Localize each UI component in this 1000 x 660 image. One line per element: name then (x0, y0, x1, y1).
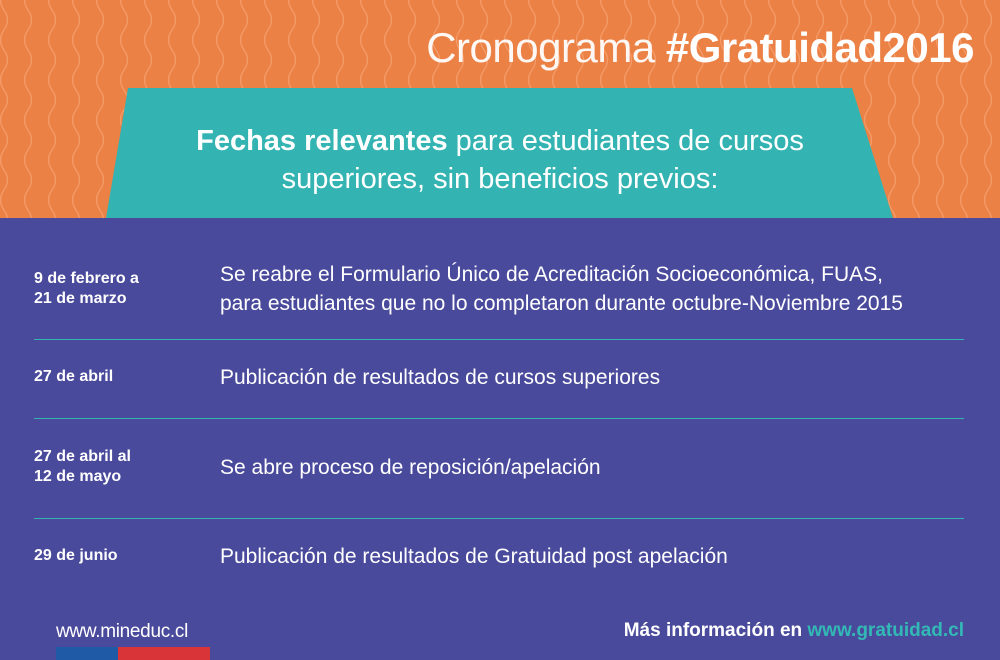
row-divider (34, 418, 964, 419)
title-light: Cronograma (426, 24, 655, 71)
more-info-label: Más información en (623, 620, 803, 641)
row-date-line: 21 de marzo (34, 290, 127, 307)
row-desc-line: Publicación de resultados de Gratuidad post apelación (220, 544, 728, 568)
row-date-line: 29 de junio (34, 547, 118, 564)
row-date (34, 546, 220, 566)
schedule-row (34, 445, 964, 489)
row-date (34, 367, 220, 387)
schedule-row (34, 540, 964, 572)
schedule-row (34, 254, 964, 324)
schedule-row (34, 362, 964, 392)
flag-red (118, 647, 210, 660)
flag-blue (56, 647, 118, 660)
row-divider (34, 518, 964, 519)
row-description (220, 260, 903, 318)
banner-line2: superiores, sin beneficios previos: (281, 163, 719, 195)
banner-bold: Fechas relevantes (196, 125, 448, 157)
title-hashtag: #Gratuidad2016 (665, 24, 974, 71)
row-date-line: 27 de abril al (34, 448, 131, 465)
row-date-line: 27 de abril (34, 368, 114, 385)
row-desc-line: Se reabre el Formulario Único de Acreditación Socioeconómica, FUAS, (220, 263, 883, 286)
row-date-line: 12 de mayo (34, 468, 122, 485)
row-date (34, 447, 220, 487)
banner-rest: para estudiantes de cursos (455, 125, 804, 157)
page-title (426, 24, 974, 72)
row-desc-line: Se abre proceso de reposición/apelación (220, 455, 601, 479)
row-date (34, 269, 220, 309)
flag-stripe (56, 647, 210, 660)
row-description (220, 363, 660, 392)
row-description (220, 453, 601, 482)
row-desc-line: Publicación de resultados de cursos superiores (220, 365, 661, 389)
more-info (624, 620, 964, 642)
banner-text (130, 122, 870, 198)
row-description (220, 542, 728, 571)
row-desc-line: para estudiantes que no lo completaron durante octubre-Noviembre 2015 (220, 292, 903, 315)
row-date-line: 9 de febrero a (34, 270, 139, 287)
gratuidad-link[interactable]: www.gratuidad.cl (807, 620, 964, 641)
row-divider (34, 339, 964, 340)
mineduc-link[interactable]: www.mineduc.cl (56, 621, 189, 642)
